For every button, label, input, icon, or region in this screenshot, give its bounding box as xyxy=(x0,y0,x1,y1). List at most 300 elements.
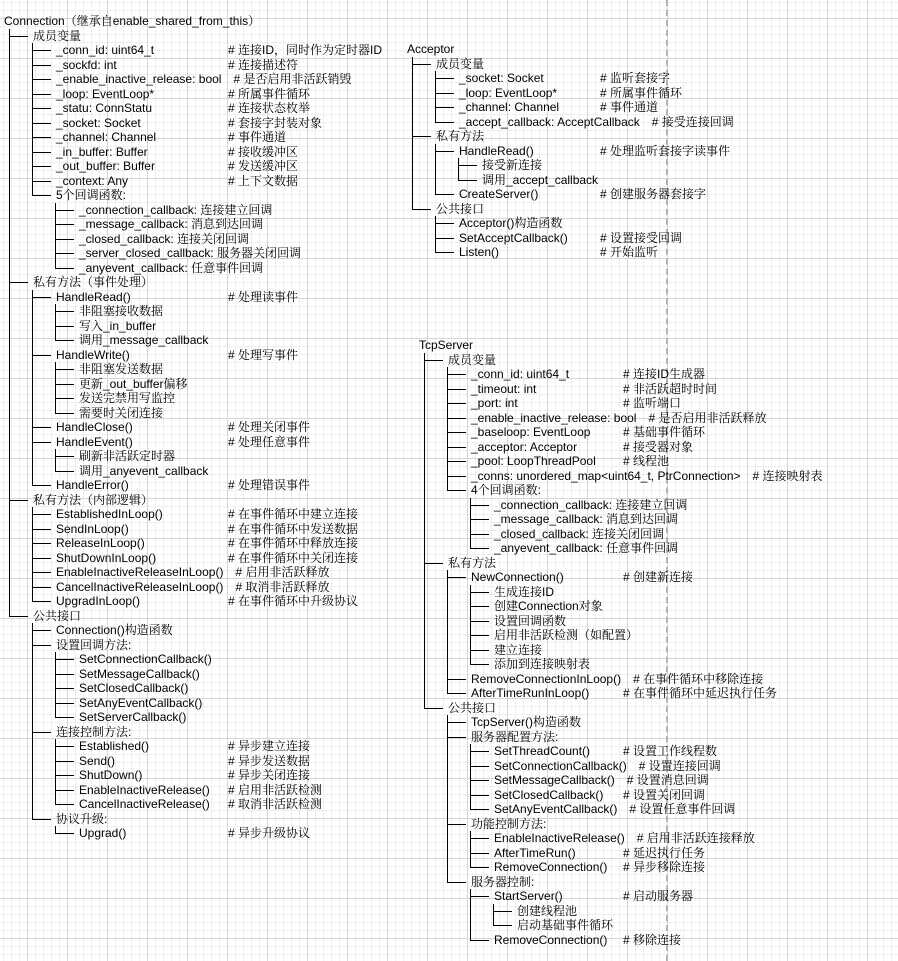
tree-node xyxy=(55,681,382,696)
tree-node-row xyxy=(459,187,734,202)
tree-node xyxy=(55,826,382,841)
tree-node xyxy=(32,188,382,275)
tree-node xyxy=(55,232,382,247)
tree-node xyxy=(9,609,382,841)
tree-node-label: 启用非活跃检测（如配置） xyxy=(494,628,639,642)
tree-node xyxy=(32,580,382,595)
tree-node-label: 写入_in_buffer xyxy=(79,318,157,333)
tree-node-row xyxy=(459,100,734,115)
tree-node xyxy=(32,522,382,537)
tree-node-label: 私有方法（事件处理） xyxy=(33,275,154,289)
tree-node-row xyxy=(494,643,823,658)
tree-node-comment: # 连接ID生成器 xyxy=(623,367,706,381)
tree-node-row xyxy=(79,652,382,667)
tree-title-tcpserver xyxy=(419,338,823,353)
tree-node-row xyxy=(56,580,382,595)
tree-node xyxy=(55,464,382,479)
tree-node xyxy=(55,377,382,392)
tree-node-row xyxy=(33,493,382,508)
tree-node-comment: # 启用非活跃释放 xyxy=(235,565,330,579)
tree-node xyxy=(55,739,382,754)
tree-node-label: _port: int xyxy=(471,396,518,410)
tree-node xyxy=(32,72,382,87)
class-tree-acceptor xyxy=(407,42,734,260)
tree-node-comment: # 设置关闭回调 xyxy=(623,787,706,802)
tree-node-label: 成员变量 xyxy=(448,352,497,367)
tree-node xyxy=(447,483,823,556)
tree-node-row xyxy=(494,889,823,904)
tree-node-comment: # 监听端口 xyxy=(623,396,682,410)
tree-node-label: ShutDownInLoop() xyxy=(56,550,157,565)
tree-node-row xyxy=(56,551,382,566)
tree-node xyxy=(55,333,382,348)
tree-node-label: NewConnection() xyxy=(471,570,564,584)
tree-node-label: 功能控制方法: xyxy=(471,816,547,831)
tree-node xyxy=(435,245,734,260)
tree-node-row xyxy=(482,173,734,188)
tree-node-label: _sockfd: int xyxy=(56,57,117,72)
tree-node-label: HandleEvent() xyxy=(56,434,133,449)
tree-node xyxy=(470,585,823,600)
tree-node-comment: # 所属事件循环 xyxy=(600,85,683,100)
tree-node-comment: # 异步发送数据 xyxy=(228,753,311,768)
tree-node-label: EnableInactiveRelease() xyxy=(494,831,625,845)
tree-node-label: 公共接口 xyxy=(448,700,497,715)
tree-node-label: 私有方法 xyxy=(448,555,497,570)
tree-node xyxy=(55,797,382,812)
tree-node-row xyxy=(471,570,823,585)
tree-node-label: _loop: EventLoop* xyxy=(459,85,558,100)
tree-node-label: 创建线程池 xyxy=(517,903,578,918)
tree-node-row xyxy=(494,846,823,861)
tree-node-label: HandleRead() xyxy=(459,143,534,158)
tree-node xyxy=(412,129,734,202)
tree-node-label: HandleError() xyxy=(56,478,129,492)
tree-node-label: RemoveConnection() xyxy=(494,932,608,947)
tree-node xyxy=(32,623,382,638)
tree-node-row xyxy=(56,87,382,102)
tree-node-comment: # 创建服务器套接字 xyxy=(600,187,707,201)
tree-node-row xyxy=(56,594,382,609)
tree-node-row xyxy=(33,29,382,44)
tree-node-label: Connection()构造函数 xyxy=(56,623,173,637)
tree-node-label: Established() xyxy=(79,739,150,753)
tree-node-row xyxy=(79,391,382,406)
tree-node-label: 建立连接 xyxy=(494,642,543,657)
tree-node xyxy=(470,933,823,948)
tree-node-label: RemoveConnection() xyxy=(494,860,608,874)
tree-node xyxy=(447,367,823,382)
tree-node-label: 调用_accept_callback xyxy=(482,172,599,187)
tree-node-label: 接受新连接 xyxy=(482,158,543,172)
tree-node-row xyxy=(471,382,823,397)
tree-node-label: _channel: Channel xyxy=(56,130,157,144)
tree-node xyxy=(55,768,382,783)
tree-node-label: SetMessageCallback() xyxy=(494,773,615,787)
tree-node xyxy=(447,875,823,948)
tree-node-label: _conns: unordered_map<uint64_t, PtrConnection> xyxy=(471,468,741,483)
tree-node xyxy=(447,715,823,730)
tree-node-row xyxy=(56,145,382,160)
tree-node-row xyxy=(56,159,382,174)
tree-node-label: ReleaseInLoop() xyxy=(56,536,145,550)
tree-node-row xyxy=(56,43,382,58)
tree-node-comment: # 基础事件循环 xyxy=(623,425,706,439)
tree-node-row xyxy=(471,396,823,411)
tree-node-label: AfterTimeRunInLoop() xyxy=(471,686,590,700)
tree-node-row xyxy=(79,710,382,725)
tree-node-label: _conn_id: uint64_t xyxy=(56,43,155,57)
tree-node xyxy=(55,261,382,276)
tree-node xyxy=(447,817,823,875)
tree-node-label: CancelInactiveRelease() xyxy=(79,797,210,811)
tree-node-comment: # 处理读事件 xyxy=(228,289,299,304)
tree-node-label: 生成连接ID xyxy=(494,584,555,599)
tree-node-label: 刷新非活跃定时器 xyxy=(79,449,176,463)
tree-node-comment: # 处理写事件 xyxy=(228,347,299,362)
tree-node xyxy=(32,725,382,812)
tree-node-comment: # 发送缓冲区 xyxy=(228,159,299,173)
tree-node-row xyxy=(471,469,823,484)
tree-node-row xyxy=(494,512,823,527)
tree-node xyxy=(412,202,734,260)
tree-node-label: _message_callback: 消息到达回调 xyxy=(79,217,264,231)
tree-node xyxy=(55,319,382,334)
tree-node-label: SetClosedCallback() xyxy=(494,787,604,802)
tree-node-label: 创建Connection对象 xyxy=(494,599,603,613)
tree-node xyxy=(470,889,823,933)
tree-node xyxy=(32,478,382,493)
tree-node-label: _enable_inactive_release: bool xyxy=(471,410,637,425)
tree-node xyxy=(32,101,382,116)
tree-node xyxy=(470,527,823,542)
tree-node xyxy=(32,116,382,131)
tree-node xyxy=(470,802,823,817)
tree-node xyxy=(447,440,823,455)
tree-node-row xyxy=(494,527,823,542)
tree-title-connection xyxy=(4,14,382,29)
tree-node-row xyxy=(33,609,382,624)
tree-node-comment: # 线程池 xyxy=(623,454,670,468)
tree-node-label: EstablishedInLoop() xyxy=(56,507,163,521)
tree-node-label: Upgrad() xyxy=(79,826,127,840)
tree-node xyxy=(470,788,823,803)
tree-node xyxy=(32,290,382,348)
tree-node-row xyxy=(471,730,823,745)
tree-node xyxy=(32,348,382,421)
tree-node xyxy=(458,173,734,188)
tree-node-label: _connection_callback: 连接建立回调 xyxy=(79,202,273,217)
tree-node xyxy=(32,565,382,580)
tree-node-row xyxy=(471,367,823,382)
tree-node-row xyxy=(471,425,823,440)
tree-node xyxy=(32,435,382,479)
class-tree-tcpserver xyxy=(419,338,823,947)
tree-node-row xyxy=(56,348,382,363)
tree-node xyxy=(470,643,823,658)
tree-node-row xyxy=(79,377,382,392)
tree-node-label: HandleClose() xyxy=(56,420,133,434)
tree-node-row xyxy=(494,744,823,759)
tree-node-row xyxy=(494,802,823,817)
tree-node-row xyxy=(56,72,382,87)
tree-node-row xyxy=(494,541,823,556)
tree-node-row xyxy=(494,860,823,875)
tree-node xyxy=(32,551,382,566)
class-tree-connection xyxy=(4,14,382,841)
tree-node-comment: # 接收缓冲区 xyxy=(228,144,299,159)
tree-node-label: ShutDown() xyxy=(79,768,143,782)
tree-node-row xyxy=(56,623,382,638)
tree-node xyxy=(447,570,823,672)
tree-node-label: _baseloop: EventLoop xyxy=(471,425,591,439)
tree-node-comment: # 是否启用非活跃释放 xyxy=(648,410,767,425)
tree-node xyxy=(447,382,823,397)
tree-node-comment: # 在事件循环中释放连接 xyxy=(228,536,359,550)
tree-node-row xyxy=(56,101,382,116)
tree-node-comment: # 设置任意事件回调 xyxy=(629,802,736,816)
tree-node-row xyxy=(448,556,823,571)
tree-node-label: 设置回调方法: xyxy=(56,637,132,652)
tree-node-row xyxy=(56,725,382,740)
tree-node-label: SetConnectionCallback() xyxy=(494,758,627,773)
tree-node-label: 私有方法 xyxy=(436,129,485,143)
tree-node xyxy=(32,174,382,189)
tree-node-row xyxy=(471,411,823,426)
tree-node-comment: # 移除连接 xyxy=(623,932,682,947)
tree-node-label: Listen() xyxy=(459,245,500,259)
tree-node-label: _message_callback: 消息到达回调 xyxy=(494,512,679,526)
tree-node-comment: # 处理错误事件 xyxy=(228,478,311,492)
tree-node-row xyxy=(56,174,382,189)
tree-node xyxy=(412,57,734,130)
tree-node xyxy=(493,904,823,919)
tree-node-label: 4个回调函数: xyxy=(471,483,542,497)
tree-node xyxy=(470,512,823,527)
tree-node-row xyxy=(494,773,823,788)
tree-node-label: _socket: Socket xyxy=(56,115,141,130)
tree-node-row xyxy=(482,158,734,173)
tree-node-row xyxy=(56,812,382,827)
tree-node-comment: # 在事件循环中延迟执行任务 xyxy=(623,686,778,700)
tree-node xyxy=(55,246,382,261)
tree-node-row xyxy=(56,638,382,653)
tree-node-comment: # 设置接受回调 xyxy=(600,230,683,245)
tree-node-label: SetAnyEventCallback() xyxy=(79,695,203,710)
tree-node-row xyxy=(517,904,823,919)
tree-node-row xyxy=(436,129,734,144)
tree-node-label: AfterTimeRun() xyxy=(494,845,576,860)
tree-node xyxy=(9,29,382,276)
tree-node-label: SetServerCallback() xyxy=(79,710,187,724)
tree-node-label: EnableInactiveReleaseInLoop() xyxy=(56,565,224,579)
tree-node xyxy=(9,493,382,609)
tree-node-comment: # 在事件循环中发送数据 xyxy=(228,521,359,536)
tree-node-comment: # 异步升级协议 xyxy=(228,826,311,840)
tree-node-comment: # 取消非活跃释放 xyxy=(235,579,330,594)
tree-node xyxy=(55,203,382,218)
tree-node-comment: # 处理任意事件 xyxy=(228,434,311,449)
tree-node-comment: # 设置消息回调 xyxy=(626,773,709,787)
tree-node-row xyxy=(79,217,382,232)
tree-node-label: 服务器控制: xyxy=(471,874,535,889)
tree-node-row xyxy=(517,918,823,933)
tree-node-row xyxy=(494,831,823,846)
tree-node-row xyxy=(79,246,382,261)
tree-node-comment: # 连接映射表 xyxy=(752,468,823,483)
tree-node-row xyxy=(56,290,382,305)
tree-node-comment: # 启动服务器 xyxy=(623,889,694,903)
tree-node-comment: # 设置工作线程数 xyxy=(623,744,718,758)
tree-node-row xyxy=(79,232,382,247)
tree-node-label: UpgradInLoop() xyxy=(56,594,141,608)
tree-node xyxy=(55,217,382,232)
tree-node-comment: # 在事件循环中建立连接 xyxy=(228,507,359,521)
tree-node-comment: # 开始监听 xyxy=(600,245,659,259)
tree-node-label: SetAcceptCallback() xyxy=(459,230,568,245)
tree-node-comment: # 套接字封装对象 xyxy=(228,115,323,130)
tree-node-comment: # 设置连接回调 xyxy=(638,758,721,773)
tree-node-label: SendInLoop() xyxy=(56,521,129,536)
tree-node xyxy=(32,58,382,73)
tree-node-comment: # 连接ID，同时作为定时器ID xyxy=(228,43,383,57)
tree-node-label: 启动基础事件循环 xyxy=(517,918,614,932)
tree-node-row xyxy=(56,478,382,493)
tree-node-row xyxy=(494,585,823,600)
tree-node-row xyxy=(471,817,823,832)
tree-node-comment: # 创建新连接 xyxy=(623,570,694,584)
tree-node-row xyxy=(79,319,382,334)
tree-node-label: _socket: Socket xyxy=(459,71,544,85)
tree-node-row xyxy=(459,245,734,260)
tree-node xyxy=(435,144,734,188)
tree-node-comment: # 处理监听套接字读事件 xyxy=(600,143,731,158)
tree-node-label: _anyevent_callback: 任意事件回调 xyxy=(79,260,264,275)
tree-node-label: 成员变量 xyxy=(436,56,485,71)
tree-node-label: _server_closed_callback: 服务器关闭回调 xyxy=(79,246,302,260)
tree-node-label: HandleWrite() xyxy=(56,347,130,362)
tree-node-row xyxy=(471,686,823,701)
tree-node xyxy=(447,425,823,440)
tree-node-comment: # 非活跃超时时间 xyxy=(623,381,718,396)
tree-node xyxy=(424,353,823,556)
tree-node-comment: # 处理关闭事件 xyxy=(228,420,311,434)
tree-node-comment: # 启用非活跃连接释放 xyxy=(636,831,755,845)
tree-node xyxy=(470,614,823,629)
tree-node-label: _pool: LoopThreadPool xyxy=(471,454,596,468)
tree-node-label: SetClosedCallback() xyxy=(79,681,189,695)
tree-node-row xyxy=(79,304,382,319)
tree-node xyxy=(458,158,734,173)
tree-node xyxy=(55,710,382,725)
tree-title-label: TcpServer xyxy=(419,338,474,352)
tree-node-row xyxy=(79,826,382,841)
tree-node-comment: # 连接状态枚举 xyxy=(228,101,311,115)
tree-node-label: StartServer() xyxy=(494,889,563,903)
tree-node xyxy=(470,599,823,614)
tree-node-label: 连接控制方法: xyxy=(56,724,132,739)
tree-node-row xyxy=(471,715,823,730)
tree-node-comment: # 延迟执行任务 xyxy=(623,845,706,860)
tree-node-label: _acceptor: Acceptor xyxy=(471,439,578,454)
tree-node-row xyxy=(471,440,823,455)
tree-node xyxy=(470,541,823,556)
tree-title-acceptor xyxy=(407,42,734,57)
tree-node-label: CreateServer() xyxy=(459,187,539,201)
tree-node xyxy=(32,812,382,841)
tree-node-comment: # 异步建立连接 xyxy=(228,739,311,753)
tree-node xyxy=(32,638,382,725)
tree-node xyxy=(55,362,382,377)
tree-node-label: _closed_callback: 连接关闭回调 xyxy=(494,526,665,541)
tree-node-row xyxy=(56,522,382,537)
tree-node-label: _anyevent_callback: 任意事件回调 xyxy=(494,541,679,555)
tree-node xyxy=(470,846,823,861)
tree-node-comment: # 是否启用非活跃销毁 xyxy=(233,72,352,86)
tree-node xyxy=(435,231,734,246)
tree-node xyxy=(447,686,823,701)
tree-node-comment: # 接受连接回调 xyxy=(651,114,734,129)
tree-node-row xyxy=(459,86,734,101)
tree-node-label: 公共接口 xyxy=(33,608,82,623)
tree-node-row xyxy=(56,565,382,580)
tree-node xyxy=(32,507,382,522)
tree-node-row xyxy=(448,701,823,716)
tree-node-row xyxy=(33,275,382,290)
tree-node xyxy=(55,304,382,319)
tree-node xyxy=(435,100,734,115)
tree-node xyxy=(447,411,823,426)
tree-node xyxy=(32,130,382,145)
tree-node-row xyxy=(436,57,734,72)
tree-node xyxy=(447,469,823,484)
tree-node-row xyxy=(56,536,382,551)
tree-node-label: SetAnyEventCallback() xyxy=(494,802,618,816)
tree-node-label: _enable_inactive_release: bool xyxy=(56,72,222,86)
tree-node-comment: # 监听套接字 xyxy=(600,71,671,85)
tree-node-row xyxy=(471,672,823,687)
tree-node-label: HandleRead() xyxy=(56,289,131,304)
tree-node-label: _in_buffer: Buffer xyxy=(56,144,148,159)
tree-node-label: 5个回调函数: xyxy=(56,188,127,202)
tree-node-row xyxy=(459,216,734,231)
tree-node-row xyxy=(459,71,734,86)
tree-node-comment: # 连接描述符 xyxy=(228,57,299,72)
tree-node-label: 协议升级: xyxy=(56,811,108,826)
tree-node-row xyxy=(436,202,734,217)
tree-node xyxy=(55,667,382,682)
tree-node-row xyxy=(79,261,382,276)
tree-node xyxy=(493,918,823,933)
tree-node-row xyxy=(79,739,382,754)
tree-node-label: _out_buffer: Buffer xyxy=(56,159,155,173)
tree-title-label: Acceptor xyxy=(407,42,455,56)
tree-node-label: 非阻塞接收数据 xyxy=(79,304,164,318)
tree-node xyxy=(32,87,382,102)
tree-node-row xyxy=(459,231,734,246)
tree-node xyxy=(435,86,734,101)
tree-node-row xyxy=(79,783,382,798)
tree-node-row xyxy=(79,203,382,218)
tree-node xyxy=(435,71,734,86)
tree-node-row xyxy=(79,406,382,421)
tree-node xyxy=(470,773,823,788)
tree-node-label: Acceptor()构造函数 xyxy=(459,216,563,230)
tree-node-label: 服务器配置方法: xyxy=(471,729,559,744)
tree-node-label: 发送完禁用写监控 xyxy=(79,391,176,405)
tree-node-row xyxy=(79,696,382,711)
tree-node-comment: # 在事件循环中升级协议 xyxy=(228,594,359,608)
